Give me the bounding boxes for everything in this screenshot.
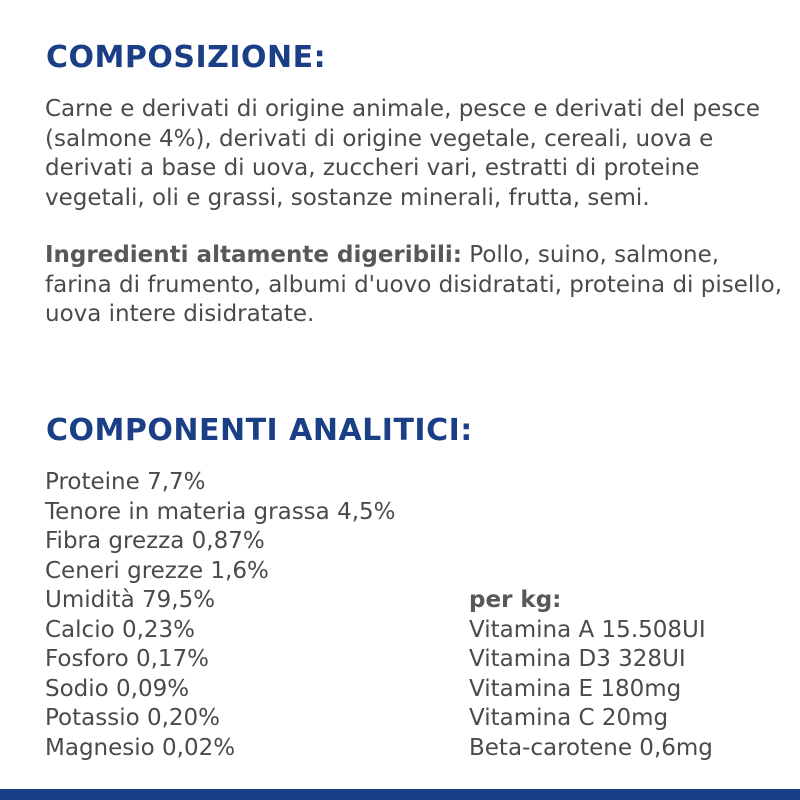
vitamin-item-a: Vitamina A 15.508UI [469,616,706,643]
ingredients-text: Pollo, suino, salmone, farina di frumento, albumi d'uovo disidratati, proteina di pisello, uova intere disidratate. [45,242,783,327]
analytical-item-potassium: Potassio 0,20% [45,705,221,731]
analytical-item-protein: Proteine 7,7% [45,469,206,495]
analytical-item-ash: Ceneri grezze 1,6% [45,557,269,584]
ingredients-paragraph [45,241,785,330]
bottom-accent-bar [0,789,800,800]
vitamin-item-d3: Vitamina D3 328UI [469,646,686,672]
analytical-item-phosphorus: Fosforo 0,17% [45,646,210,672]
analytical-item-sodium: Sodio 0,09% [45,675,190,702]
vitamins-list [469,586,713,763]
composition-heading: COMPOSIZIONE: [46,40,327,75]
analytical-heading: COMPONENTI ANALITICI: [46,413,473,448]
analytical-item-fat: Tenore in materia grassa 4,5% [45,498,396,525]
analytical-list [45,468,396,763]
ingredients-label: Ingredienti altamente digeribili: [45,242,462,268]
vitamin-item-c: Vitamina C 20mg [469,705,669,731]
composition-text: Carne e derivati di origine animale, pesce e derivati del pesce (salmone 4%), derivati di origine vegetale, cereali, uova e derivati a base di uova, zuccheri vari, estratti di proteine vegetali, oli e grassi, sostanze minerali, frutta, semi. [45,96,760,211]
analytical-item-calcium: Calcio 0,23% [45,616,196,643]
vitamin-item-e: Vitamina E 180mg [469,675,682,702]
analytical-item-moisture: Umidità 79,5% [45,587,216,613]
per-kg-label: per kg: [469,587,562,613]
analytical-item-fibre: Fibra grezza 0,87% [45,528,265,554]
analytical-item-magnesium: Magnesio 0,02% [45,734,236,761]
vitamin-item-beta-carotene: Beta-carotene 0,6mg [469,734,713,761]
